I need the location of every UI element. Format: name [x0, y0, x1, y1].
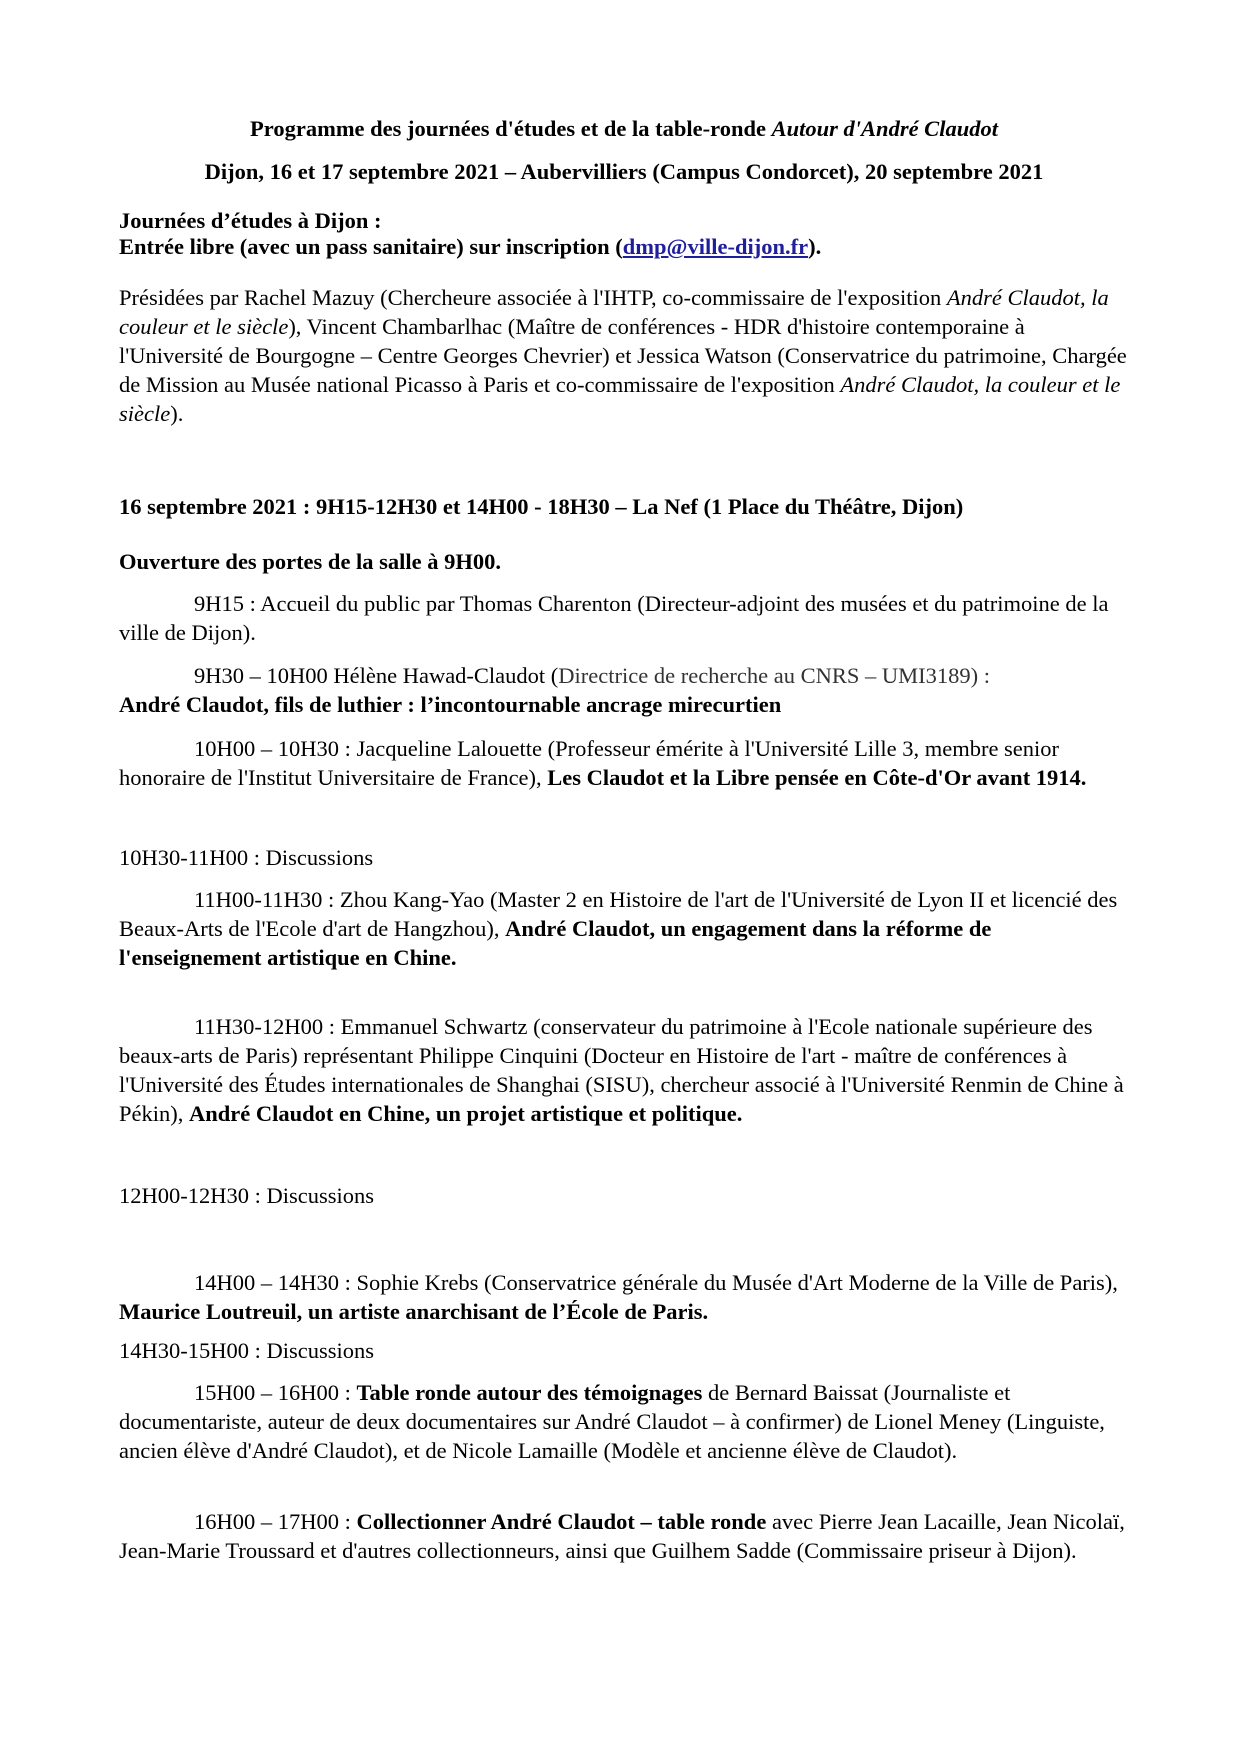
opening-line: Ouverture des portes de la salle à 9H00.	[119, 549, 502, 574]
program-item-lalouette	[119, 734, 1129, 792]
item-text: 15H00 – 16H00 :	[194, 1380, 357, 1405]
presided-italic-1: André Claudot, la couleur et le siècle	[119, 285, 1109, 339]
title-italic: Autour d'André Claudot	[771, 116, 998, 141]
item-text: avec Pierre Jean Lacaille, Jean Nicolaï, Jean-Marie Troussard et d'autres collectionneurs, ainsi que Guilhem Sadde (Commissaire priseur à Dijon).	[119, 1509, 1125, 1563]
talk-title: André Claudot en Chine, un projet artistique et politique.	[189, 1101, 743, 1126]
item-text: Directrice de recherche au CNRS – UMI3189) :	[558, 663, 991, 688]
talk-title: André Claudot, fils de luthier : l’incontournable ancrage mirecurtien	[119, 692, 782, 717]
presided-text-2: ), Vincent Chambarlhac (Maître de conférences - HDR d'histoire contemporaine à l'Université de Bourgogne – Centre Georges Chevrier) et Jessica Watson (Conservatrice du patrimoine, Chargée de Mission au Musée national Picasso à Paris et co-commissaire de l'exposition	[119, 314, 1127, 397]
discussion-2: 12H00-12H30 : Discussions	[119, 1183, 375, 1208]
intro-heading: Journées d’études à Dijon :	[119, 208, 382, 233]
item-text: 16H00 – 17H00 :	[194, 1509, 357, 1534]
talk-title: Table ronde autour des témoignages	[356, 1380, 703, 1405]
item-text: 14H00 – 14H30 : Sophie Krebs (Conservatrice générale du Musée d'Art Moderne de la Ville de Paris),	[194, 1270, 1118, 1295]
presided-text-1: Présidées par Rachel Mazuy (Chercheure associée à l'IHTP, co-commissaire de l'exposition	[119, 285, 947, 310]
document-subtitle: Dijon, 16 et 17 septembre 2021 – Aubervilliers (Campus Condorcet), 20 septembre 2021	[204, 159, 1044, 184]
talk-title: Collectionner André Claudot – table ronde	[356, 1509, 767, 1534]
presided-paragraph	[119, 283, 1129, 428]
entry-line	[119, 232, 1129, 261]
program-item-zhou	[119, 885, 1129, 972]
title-text: Programme des journées d'études et de la table-ronde	[250, 116, 772, 141]
item-text: 9H30 – 10H00 Hélène Hawad-Claudot (	[194, 663, 559, 688]
presided-italic-2: André Claudot, la couleur et le siècle	[119, 372, 1121, 426]
item-text: 10H00 – 10H30 : Jacqueline Lalouette (Professeur émérite à l'Université Lille 3, membre senior honoraire de l'Institut Universitaire de France),	[119, 736, 1060, 790]
program-item-krebs	[119, 1268, 1129, 1326]
presided-text-3: ).	[170, 401, 184, 426]
entry-suffix: ).	[808, 234, 822, 259]
program-item-schwartz	[119, 1012, 1129, 1128]
talk-title: Maurice Loutreuil, un artiste anarchisant de l’École de Paris.	[119, 1299, 709, 1324]
email-link[interactable]: dmp@ville-dijon.fr	[622, 234, 809, 259]
item-text: 11H00-11H30 : Zhou Kang-Yao (Master 2 en Histoire de l'art de l'Université de Lyon II et licencié des Beaux-Arts de l'Ecole d'art de Hangzhou),	[119, 887, 1118, 941]
talk-title: Les Claudot et la Libre pensée en Côte-d'Or avant 1914.	[547, 765, 1087, 790]
program-item-hawad	[119, 661, 1129, 719]
entry-prefix: Entrée libre (avec un pass sanitaire) sur inscription (	[119, 234, 623, 259]
day-heading: 16 septembre 2021 : 9H15-12H30 et 14H00 - 18H30 – La Nef (1 Place du Théâtre, Dijon)	[119, 494, 964, 519]
item-text: 11H30-12H00 : Emmanuel Schwartz (conservateur du patrimoine à l'Ecole nationale supérieure des beaux-arts de Paris) représentant Philippe Cinquini (Docteur en Histoire de l'art - maître de conférences à l'Université des Études internationales de Shanghai (SISU), chercheur associé à l'Université Renmin de Chine à Pékin),	[119, 1014, 1124, 1126]
discussion-3: 14H30-15H00 : Discussions	[119, 1338, 375, 1363]
program-item-collectionner	[119, 1507, 1129, 1565]
talk-title: André Claudot, un engagement dans la réforme de l'enseignement artistique en Chine.	[119, 916, 992, 970]
program-item-welcome: 9H15 : Accueil du public par Thomas Charenton (Directeur-adjoint des musées et du patrimoine de la ville de Dijon).	[119, 591, 1109, 645]
item-text: de Bernard Baissat (Journaliste et documentariste, auteur de deux documentaires sur André Claudot – à confirmer) de Lionel Meney (Linguiste, ancien élève d'André Claudot), et de Nicole Lamaille (Modèle et ancienne élève de Claudot).	[119, 1380, 1105, 1463]
document-title	[119, 116, 1129, 142]
program-item-table-ronde	[119, 1378, 1129, 1465]
discussion-1: 10H30-11H00 : Discussions	[119, 845, 374, 870]
